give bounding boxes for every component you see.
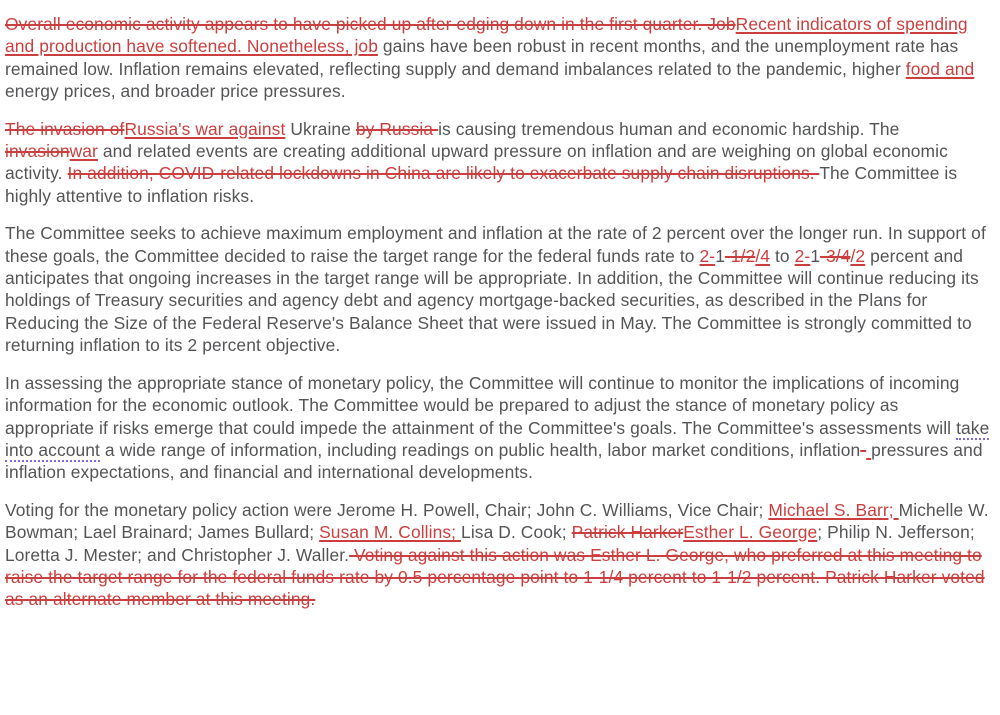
body-text: pressures and inflation expectations, and financial and international developments. bbox=[5, 439, 983, 483]
deleted-text: In addition, COVID-related lockdowns in China are likely to exacerbate supply chain disruptions. bbox=[67, 163, 820, 184]
deleted-text: The invasion of bbox=[5, 118, 125, 139]
body-text: The Committee seeks to achieve maximum employment and inflation at the rate of 2 percent over the longer run. In support of these goals, the Committee decided to raise the target range for the federal funds rate to bbox=[5, 223, 986, 266]
inserted-text: war bbox=[69, 141, 98, 162]
deleted-text: - bbox=[860, 439, 867, 460]
body-text: percent and anticipates that ongoing increases in the target range will be appropriate. In addition, the Committee will continue reducing its holdings of Treasury securities and agency debt and agency mortgage-backed securities, as described in the Plans for Reducing the Size of the Federal Reserve's Balance Sheet that were issued in May. The Committee is strongly committed to returning inflation to its 2 percent objective. bbox=[5, 245, 979, 356]
deleted-text: Patrick Harker bbox=[571, 522, 684, 543]
deleted-text: by Russia bbox=[355, 118, 439, 139]
inserted-text: Susan M. Collins; bbox=[319, 522, 462, 543]
body-text: is causing tremendous human and economic hardship. The bbox=[438, 118, 900, 139]
inserted-text: 2- bbox=[699, 245, 716, 266]
body-text: Michelle W. Bowman; Lael Brainard; James Bullard; bbox=[5, 499, 989, 543]
inserted-text: Esther L. George bbox=[683, 522, 818, 543]
body-text: 1 bbox=[810, 245, 821, 266]
body-text: ; Philip N. Jefferson; Loretta J. Mester; and Christopher J. Waller. bbox=[5, 522, 975, 565]
paragraph-4 bbox=[5, 372, 990, 484]
body-text: and related events are creating additional upward pressure on inflation and are weighing on global economic activity. bbox=[5, 141, 948, 184]
deleted-text: Overall economic activity appears to have picked up after edging down in the first quarter. Job bbox=[5, 14, 736, 34]
paragraph-1 bbox=[5, 13, 990, 103]
paragraph-2 bbox=[5, 118, 990, 208]
body-text: The Committee is highly attentive to inflation risks. bbox=[5, 163, 958, 206]
inserted-text: food and bbox=[905, 58, 975, 79]
paragraph-3 bbox=[5, 222, 990, 356]
inserted-text: Recent indicators of spending and production have softened. Nonetheless, job bbox=[5, 14, 968, 57]
body-text: Ukraine bbox=[285, 118, 356, 139]
body-text: In assessing the appropriate stance of monetary policy, the Committee will continue to monitor the implications of incoming information for the economic outlook. The Committee would be prepared to adjust the stance of monetary policy as appropriate if risks emerge that could impede the attainment of the Committee's goals. The Committee's assessments will bbox=[5, 372, 960, 438]
body-text: Lisa D. Cook; bbox=[461, 522, 572, 543]
body-text: gains have been robust in recent months, and the unemployment rate has remained low. Inflation remains elevated, reflecting supply and demand imbalances related to the pandemic, higher bbox=[5, 36, 959, 79]
body-text: Voting for the monetary policy action were Jerome H. Powell, Chair; John C. Williams, Vice Chair; bbox=[5, 499, 769, 520]
body-text: a wide range of information, including readings on public health, labor market conditions, inflation bbox=[99, 439, 861, 460]
body-text: to bbox=[770, 245, 795, 266]
deleted-text: Voting against this action was Esther L. George, who preferred at this meeting to raise the target range for the federal funds rate by 0.5 percentage point to 1-1/4 percent to 1-1/2 percent. Patrick Harker voted as an alternate member at this meeting. bbox=[5, 544, 985, 610]
deleted-text: -3/4 bbox=[820, 245, 851, 266]
deleted-text: -1/2 bbox=[724, 245, 756, 266]
grammar-checked-text: take into account bbox=[5, 417, 990, 460]
body-text: energy prices, and broader price pressures. bbox=[5, 81, 346, 102]
paragraph-5 bbox=[5, 499, 990, 611]
inserted-text: 2- bbox=[794, 245, 811, 266]
inserted-text: Michael S. Barr; bbox=[768, 499, 899, 520]
inserted-text: /2 bbox=[850, 245, 866, 266]
body-text: 1 bbox=[715, 245, 725, 266]
inserted-text: /4 bbox=[755, 245, 771, 266]
inserted-text: Russia's war against bbox=[124, 118, 286, 139]
deleted-text: invasion bbox=[5, 141, 70, 162]
